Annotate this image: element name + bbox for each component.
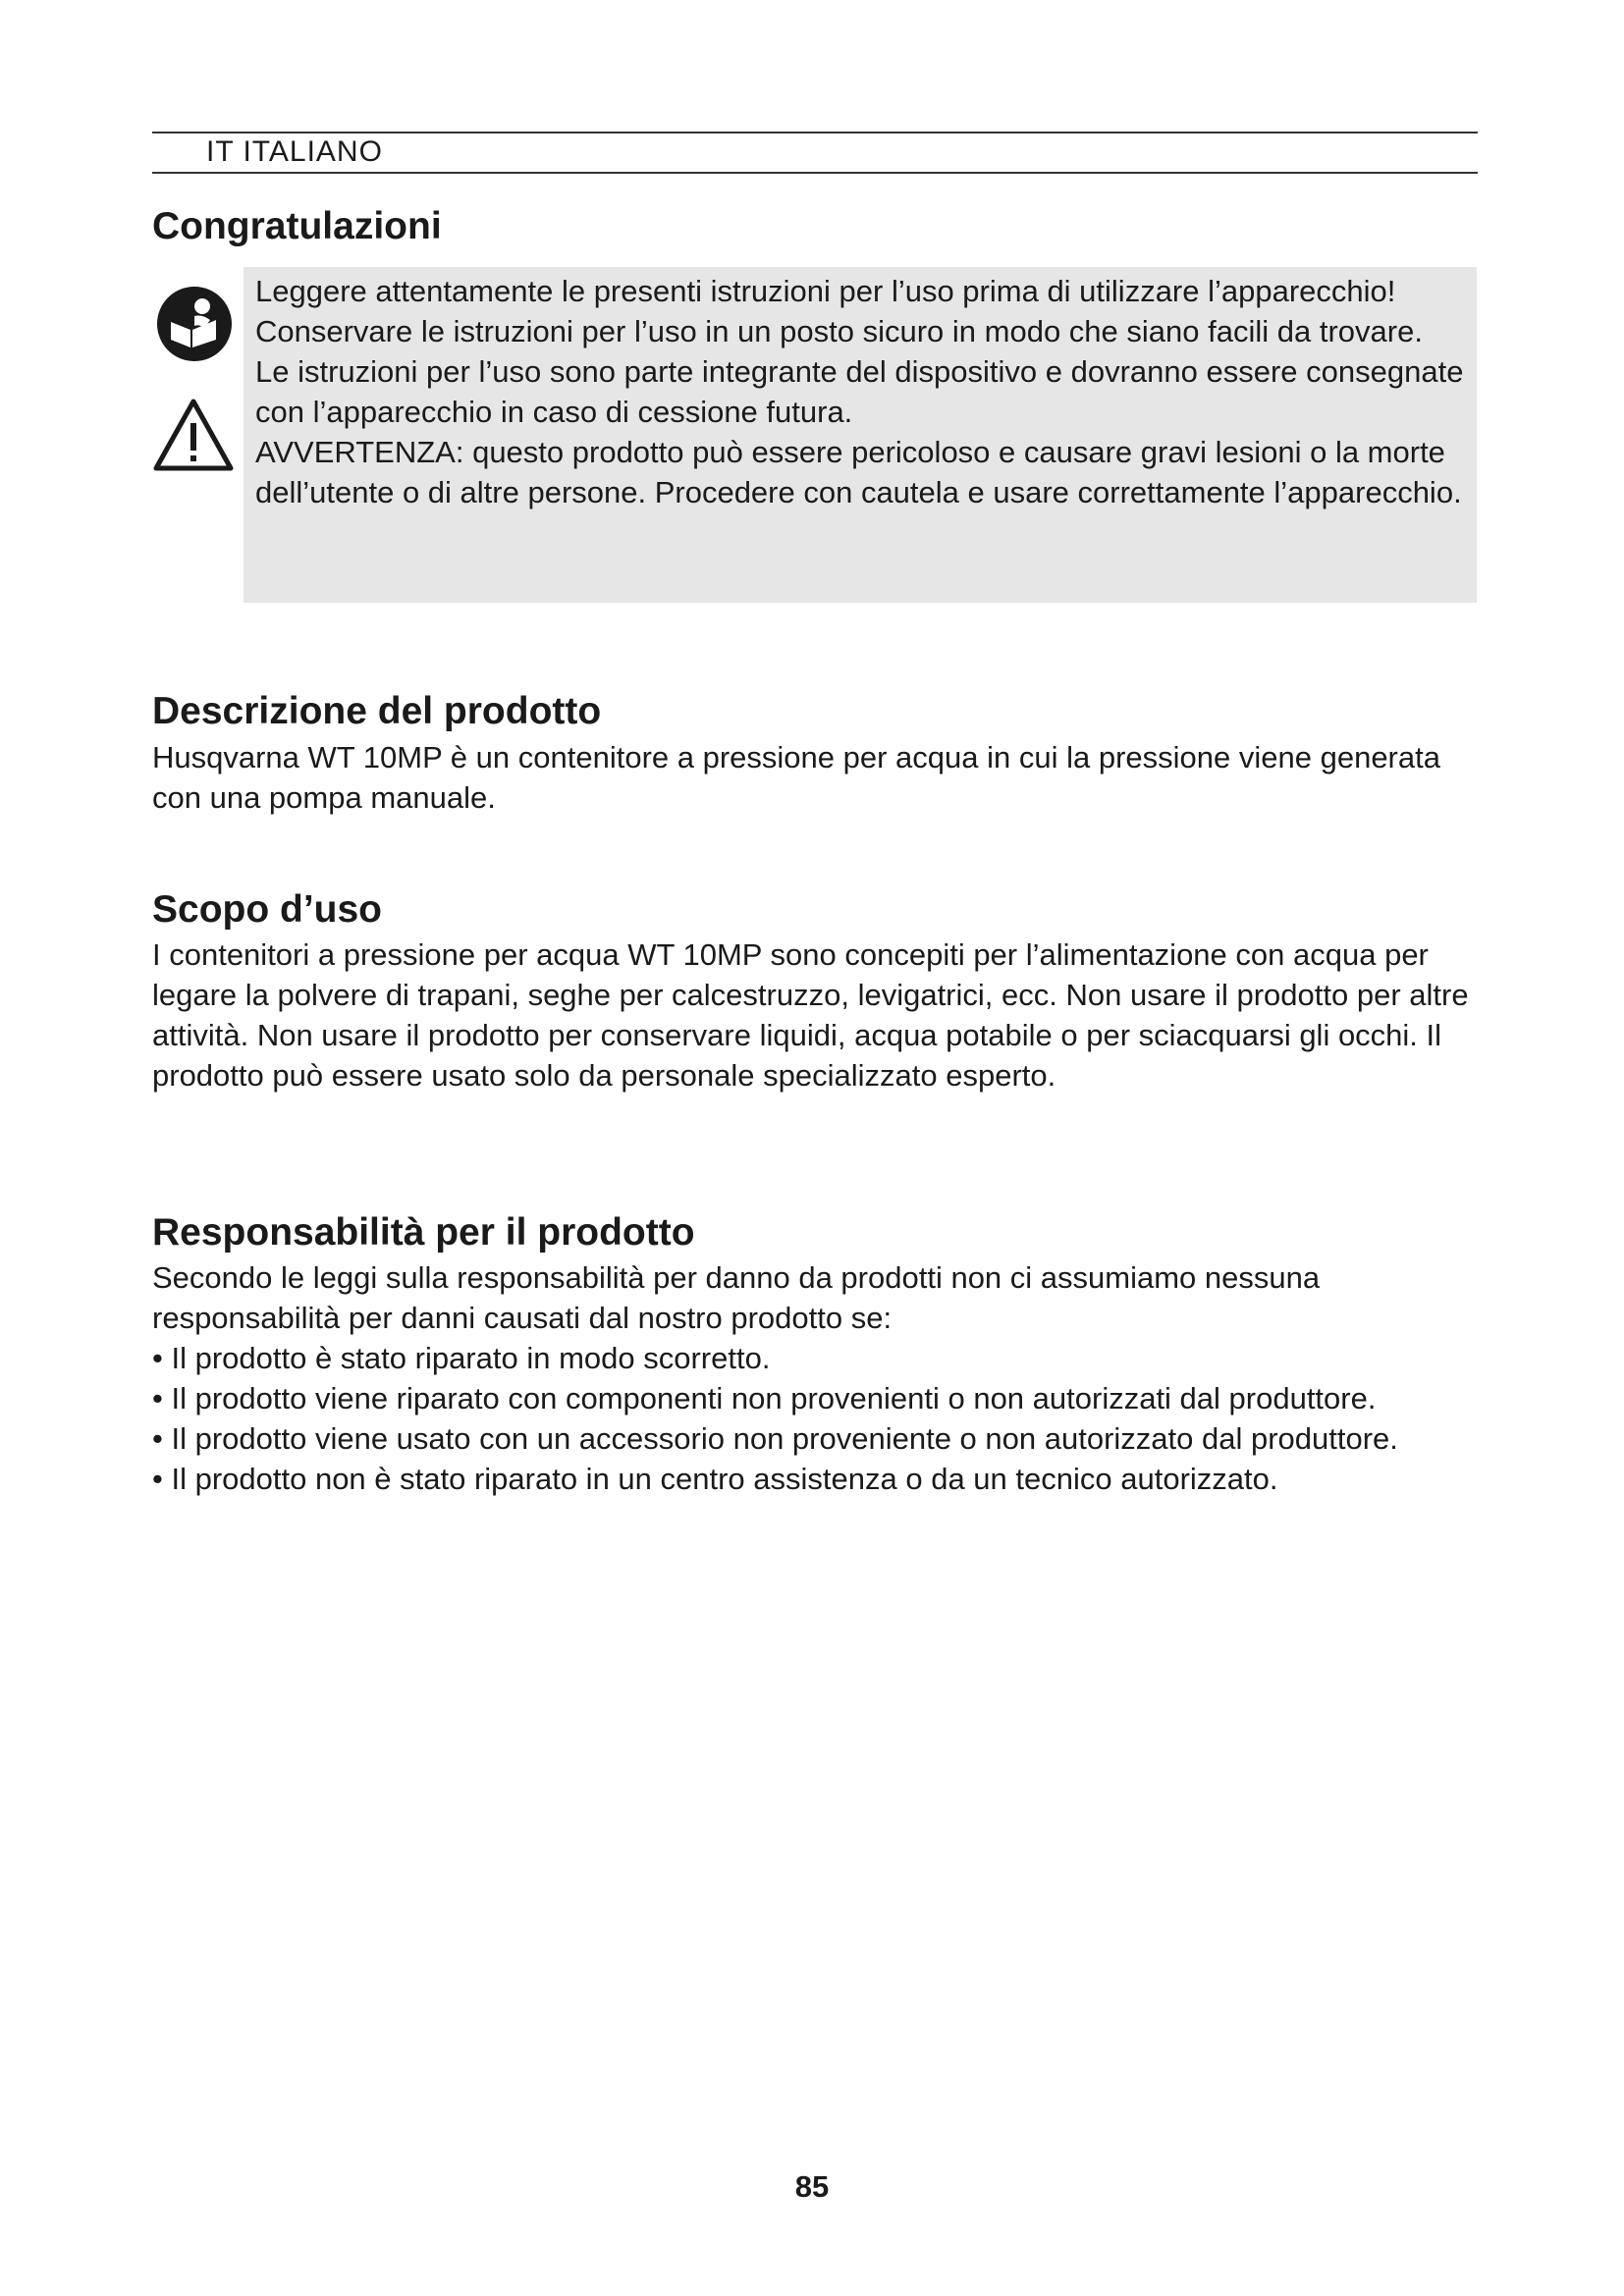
notice-line-store: Conservare le istruzioni per l’uso in un posto sicuro in modo che siano facili da trovare. bbox=[255, 314, 1423, 348]
page-number: 85 bbox=[794, 2169, 830, 2204]
liability-intro: Secondo le leggi sulla responsabilità per danno da prodotti non ci assumiamo nessuna responsabilità per danni causati dal nostro prodotto se: bbox=[152, 1260, 1321, 1335]
header-rule-bottom bbox=[152, 172, 1478, 174]
read-manual-icon bbox=[155, 285, 234, 363]
notice-line-warning: AVVERTENZA: questo prodotto può essere pericoloso e causare gravi lesioni o la morte dell’utente o di altre persone. Procedere con cautela e usare correttamente l’apparecchio. bbox=[255, 435, 1462, 509]
liability-heading: Responsabilità per il prodotto bbox=[152, 1211, 695, 1254]
purpose-paragraph: I contenitori a pressione per acqua WT 10MP sono concepiti per l’alimentazione con acqua per legare la polvere di trapani, seghe per calcestruzzo, levigatrici, ecc. Non usare il prodotto per altre attività. Non usare il prodotto per conservare liquidi, acqua potabile o per sciacquarsi gli occhi. Il prodotto può essere usato solo da personale specializzato esperto. bbox=[152, 937, 1469, 1093]
congrats-heading: Congratulazioni bbox=[152, 205, 442, 247]
purpose-heading: Scopo d’uso bbox=[152, 888, 382, 931]
notice-line-integral: Le istruzioni per l’uso sono parte integrante del dispositivo e dovranno essere consegnate con l’apparecchio in caso di cessione futura. bbox=[255, 354, 1464, 429]
list-item: • Il prodotto non è stato riparato in un centro assistenza o da un tecnico autorizzato. bbox=[152, 1459, 1488, 1499]
warning-triangle-icon bbox=[152, 398, 235, 472]
header-rule-top bbox=[152, 132, 1478, 133]
liability-text bbox=[152, 1257, 1488, 1499]
purpose-text bbox=[152, 934, 1488, 1095]
liability-list bbox=[152, 1338, 1488, 1499]
list-item: • Il prodotto è stato riparato in modo scorretto. bbox=[152, 1338, 1488, 1378]
description-heading: Descrizione del prodotto bbox=[152, 690, 602, 732]
language-label: IT ITALIANO bbox=[206, 135, 383, 168]
notice-text bbox=[255, 271, 1473, 512]
description-text bbox=[152, 737, 1488, 818]
notice-box bbox=[244, 267, 1477, 603]
description-paragraph: Husqvarna WT 10MP è un contenitore a pressione per acqua in cui la pressione viene generata con una pompa manuale. bbox=[152, 740, 1440, 815]
notice-line-read: Leggere attentamente le presenti istruzioni per l’uso prima di utilizzare l’apparecchio! bbox=[255, 274, 1396, 308]
list-item: • Il prodotto viene usato con un accessorio non proveniente o non autorizzato dal produttore. bbox=[152, 1418, 1488, 1459]
list-item: • Il prodotto viene riparato con componenti non provenienti o non autorizzati dal produttore. bbox=[152, 1378, 1488, 1418]
